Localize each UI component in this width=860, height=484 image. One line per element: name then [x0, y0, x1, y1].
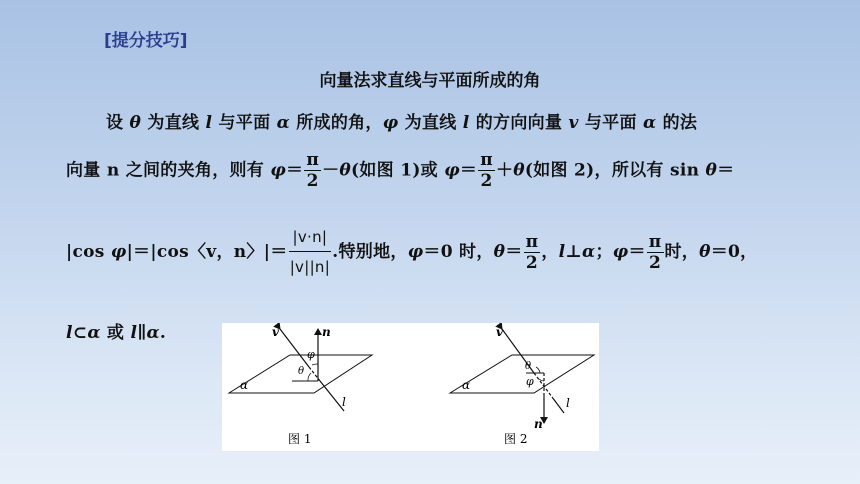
line-l-symbol: l [130, 323, 138, 343]
caption-fig1: 图 1 [288, 432, 312, 446]
text-segment: 与平面 [578, 113, 643, 133]
phi-symbol: φ [444, 160, 460, 181]
text-segment: ； [595, 242, 613, 262]
label-alpha: α [240, 378, 249, 392]
theta-symbol: θ [493, 242, 506, 262]
line-l-symbol: l [558, 242, 566, 262]
label-phi: φ [307, 348, 315, 361]
alpha-symbol: α [276, 113, 291, 133]
line-l-symbol: l [462, 113, 470, 133]
text-segment: . [159, 323, 167, 343]
alpha-symbol: α [146, 323, 160, 343]
fraction-denominator: 2 [525, 252, 539, 273]
text-line-3 [66, 230, 757, 275]
text-segment: ＝0 时， [423, 242, 494, 262]
text-segment: ＝0， [710, 242, 758, 262]
vector-v-arrow [280, 329, 309, 367]
text-line-2 [66, 152, 734, 190]
line-l-symbol: l [66, 323, 73, 343]
equals: ＝ [459, 160, 478, 181]
fraction-denominator: 2 [649, 252, 662, 273]
pi-over-2-fraction [647, 231, 664, 273]
text-segment: 向量 n 之间的夹角，则有 [66, 160, 271, 181]
label-theta: θ [525, 361, 532, 372]
label-v: v [272, 325, 279, 339]
section-heading: 向量法求直线与平面所成的角 [319, 71, 541, 91]
label-alpha: α [462, 378, 471, 392]
figure-2 [450, 325, 594, 446]
theta-symbol: θ [129, 113, 142, 133]
theta-symbol: θ [705, 160, 718, 181]
figure-1 [229, 325, 372, 446]
text-segment: 的法 [656, 113, 698, 133]
equals: ＝ [286, 160, 304, 181]
vector-v-symbol: v [568, 113, 579, 133]
alpha-symbol: α [582, 242, 596, 262]
tip-tag: [提分技巧] [104, 31, 188, 51]
text-segment: 或 [100, 323, 131, 343]
fraction-numerator: π [648, 231, 662, 252]
pi-over-2-fraction [304, 152, 321, 190]
alpha-symbol: α [87, 323, 101, 343]
line-l-hidden [534, 373, 552, 397]
label-n: n [534, 417, 543, 431]
phi-symbol: φ [407, 242, 424, 262]
line-l-symbol: l [205, 113, 213, 133]
text-segment: 时， [664, 242, 700, 262]
phi-symbol: φ [382, 113, 399, 133]
text-segment: 与平面 [212, 113, 277, 133]
equals: ＝ [717, 160, 735, 181]
fraction-numerator: π [525, 231, 539, 252]
text-segment: ， [541, 242, 559, 262]
minus: － [322, 160, 340, 181]
phi-symbol: φ [110, 242, 127, 262]
theta-arc [308, 373, 311, 381]
phi-symbol: φ [270, 160, 287, 181]
subset-symbol: ⊂ [72, 323, 88, 343]
phi-arc [539, 379, 544, 381]
plane-alpha-shape [450, 355, 594, 393]
cosine-fraction [289, 230, 332, 275]
alpha-symbol: α [643, 113, 657, 133]
text-segment: .特别地， [332, 242, 408, 262]
text-line-4 [66, 318, 166, 343]
equals: ＝ [628, 242, 646, 262]
text-segment: 为直线 [398, 113, 463, 133]
fraction-numerator: π [306, 150, 320, 170]
text-segment: 所成的角， [290, 113, 383, 133]
equals: ＝ [505, 242, 523, 262]
text-segment: (如图 1)或 [351, 160, 445, 181]
fraction-denominator: 2 [480, 171, 493, 191]
label-theta: θ [298, 366, 305, 377]
theta-symbol: θ [339, 160, 352, 181]
perpendicular-symbol: ⊥ [565, 242, 583, 262]
caption-fig2: 图 2 [504, 432, 528, 446]
text-line-1 [106, 108, 697, 133]
pi-over-2-fraction [478, 152, 495, 190]
text-segment: (如图 2)，所以有 sin [524, 160, 706, 181]
label-l: l [566, 396, 570, 410]
line-l [552, 397, 564, 413]
figure-svg [222, 323, 599, 451]
text-segment: |cos [66, 242, 111, 262]
theta-symbol: θ [699, 242, 711, 262]
text-segment: |＝|cos〈v，n〉|＝ [126, 242, 288, 262]
geometry-figure [222, 323, 599, 451]
text-segment: 设 [106, 113, 130, 133]
label-n: n [322, 325, 331, 339]
text-segment: 为直线 [141, 113, 206, 133]
theta-arc [536, 367, 540, 373]
fraction-numerator: π [480, 150, 493, 170]
label-l: l [342, 395, 346, 409]
phi-arc [312, 364, 318, 365]
pi-over-2-fraction [524, 231, 541, 273]
label-v: v [496, 325, 503, 339]
label-phi: φ [526, 375, 534, 388]
line-l [320, 381, 344, 411]
fraction-denominator: 2 [306, 171, 319, 191]
parallel-symbol: ∥ [137, 323, 147, 343]
fraction-numerator: |v·n| [289, 230, 332, 252]
text-segment: 的方向向量 [469, 113, 569, 133]
plus: ＋ [495, 160, 514, 181]
theta-symbol: θ [513, 160, 525, 181]
fraction-denominator: |v||n| [289, 258, 331, 276]
phi-symbol: φ [612, 242, 629, 262]
